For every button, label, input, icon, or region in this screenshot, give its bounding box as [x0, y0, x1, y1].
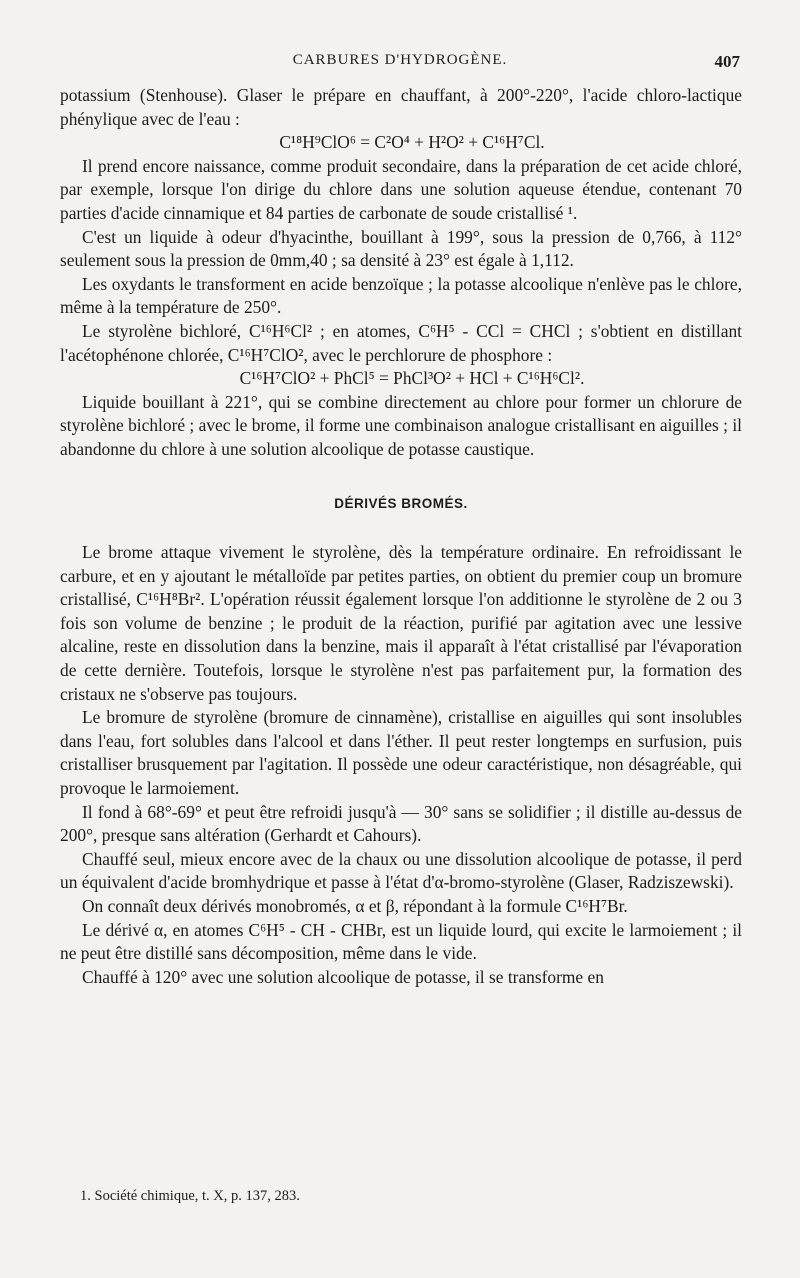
paragraph: Chauffé à 120° avec une solution alcoolique de potasse, il se transforme en: [82, 966, 604, 987]
paragraph: Le dérivé α, en atomes C⁶H⁵ - CH - CHBr, est un liquide lourd, qui excite le larmoiement ; il ne peut être distillé sans décomposition, même dans le vide.: [60, 919, 742, 964]
page-body: [60, 84, 742, 989]
paragraph: Il prend encore naissance, comme produit secondaire, dans la préparation de cet acide chloré, par exemple, lorsque l'on dirige du chlore dans une solution aqueuse étendue, contenant 70 parties d'acide cinnamique et 84 parties de carbonate de soude cristallisé ¹.: [60, 155, 742, 223]
paragraph: Les oxydants le transforment en acide benzoïque ; la potasse alcoolique n'enlève pas le chlore, même à la température de 250°.: [60, 273, 742, 318]
page-number: 407: [714, 52, 740, 71]
paragraph: On connaît deux dérivés monobromés, α et β, répondant à la formule C¹⁶H⁷Br.: [82, 896, 628, 916]
paragraph: potassium (Stenhouse). Glaser le prépare en chauffant, à 200°-220°, l'acide chloro-lactique phénylique avec de l'eau :: [60, 85, 742, 129]
paragraph: Le styrolène bichloré, C¹⁶H⁶Cl² ; en atomes, C⁶H⁵ - CCl = CHCl ; s'obtient en distillant l'acétophénone chlorée, C¹⁶H⁷ClO², avec le perchlorure de phosphore :: [60, 320, 742, 365]
paragraph: Le bromure de styrolène (bromure de cinnamène), cristallise en aiguilles qui sont insolubles dans l'eau, fort solubles dans l'alcool et dans l'éther. Il peut rester longtemps en surfusion, puis cristalliser brusquement par l'agitation. Il possède une odeur caractéristique, non désagréable, qui provoque le larmoiement.: [60, 707, 742, 799]
paragraph: Chauffé seul, mieux encore avec de la chaux ou une dissolution alcoolique de potasse, il perd un équivalent d'acide bromhydrique et passe à l'état d'α-bromo-styrolène (Glaser, Radziszewski).: [60, 848, 742, 893]
equation: C¹⁶H⁷ClO² + PhCl⁵ = PhCl³O² + HCl + C¹⁶H⁶Cl².: [239, 368, 585, 389]
footnote: 1. Société chimique, t. X, p. 137, 283.: [80, 1188, 300, 1204]
running-title: CARBURES D'HYDROGÈNE.: [292, 52, 508, 68]
equation: C¹⁸H⁹ClO⁶ = C²O⁴ + H²O² + C¹⁶H⁷Cl.: [279, 132, 545, 153]
paragraph: C'est un liquide à odeur d'hyacinthe, bouillant à 199°, sous la pression de 0,766, à 112° seulement sous la pression de 0mm,40 ; sa densité à 23° est égale à 1,112.: [60, 226, 742, 271]
paragraph: Le brome attaque vivement le styrolène, dès la température ordinaire. En refroidissant le carbure, et en y ajoutant le métalloïde par petites parties, on obtient du premier coup un bromure cristallisé, C¹⁶H⁸Br². L'opération réussit également lorsque l'on additionne le styrolène de 2 ou 3 fois son volume de benzine ; le produit de la réaction, purifié par agitation avec une lessive alcaline, reste en dissolution dans la benzine, mais il apparaît à l'état cristallisé par l'évaporation de cette dernière. Toutefois, lorsque le styrolène n'est pas parfaitement pur, la formation des cristaux ne s'observe pas toujours.: [60, 542, 742, 704]
section-heading: DÉRIVÉS BROMÉS.: [334, 495, 468, 511]
paragraph: Il fond à 68°-69° et peut être refroidi jusqu'à — 30° sans se solidifier ; il distille au-dessus de 200°, presque sans altération (Gerhardt et Cahours).: [60, 801, 742, 846]
paragraph: Liquide bouillant à 221°, qui se combine directement au chlore pour former un chlorure de styrolène bichloré ; avec le brome, il forme une combinaison analogue cristallisant en aiguilles ; il abandonne du chlore à une solution alcoolique de potasse caustique.: [60, 391, 742, 459]
page-header: [60, 52, 740, 76]
